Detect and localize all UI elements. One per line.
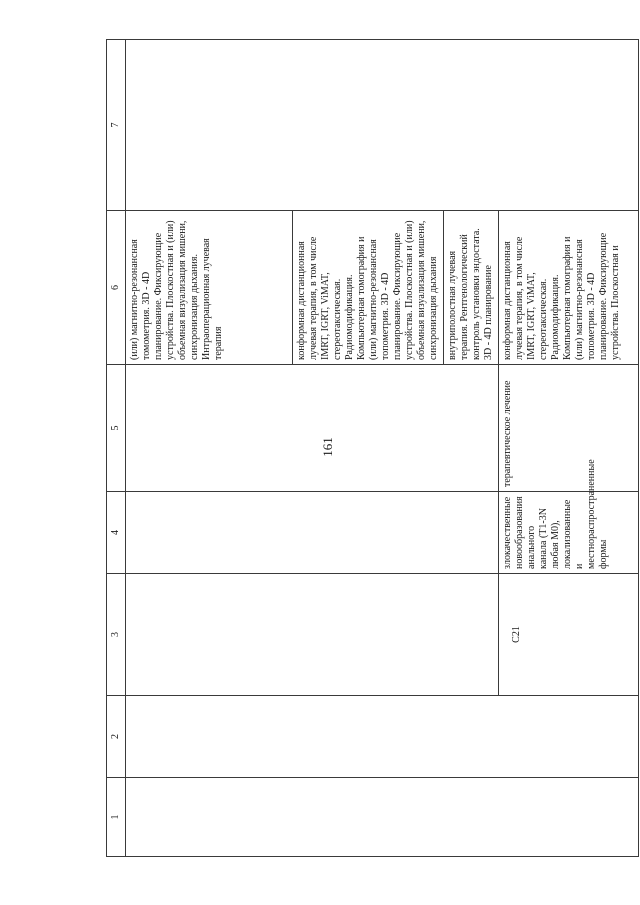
header-col-4: 4 bbox=[107, 492, 126, 574]
cell-col-6-method: (или) магнитно-резонансная томометрия. 3D - 4D планирование. Фиксирующие устройства. Плоскостная и (или) объемная визуализация мишени, синхронизация дыхания. Интраоперационная лучевая терапия bbox=[126, 211, 293, 365]
cell-col-6-method: конформная дистанционная лучевая терапия, в том числе IMRT, IGRT, ViMAT, стереотаксическая. Радиомодификация. Компьютерная томография и (или) магнитно-резонансная топометрия. 3D - 4D планирование. Фиксирующие устройства. Плоскостная и (или) объемная визуализация мишени, синхронизация дыхания bbox=[293, 211, 444, 365]
cell-col-6-method: внутриполостная лучевая терапия. Рентгенологический контроль установки эндостата. 3D - 4D планирование bbox=[444, 211, 499, 365]
header-col-7: 7 bbox=[107, 40, 126, 211]
cell-col-3 bbox=[126, 574, 499, 696]
cell-col-7 bbox=[126, 40, 639, 211]
table-row bbox=[126, 40, 293, 857]
cell-col-4 bbox=[126, 492, 499, 574]
header-col-3: 3 bbox=[107, 574, 126, 696]
cell-icd-code: С21 bbox=[499, 574, 639, 696]
cell-col-1 bbox=[126, 778, 639, 857]
table-row-number-strip bbox=[56, 40, 106, 857]
table-header-row bbox=[107, 40, 126, 857]
treatment-table bbox=[106, 39, 639, 857]
header-col-1: 1 bbox=[107, 778, 126, 857]
cell-col-5 bbox=[126, 365, 499, 492]
page-number: 161 bbox=[320, 437, 335, 457]
header-col-2: 2 bbox=[107, 696, 126, 778]
cell-diagnosis: злокачественные новообразования анального канала (T1-3N любая M0), локализованные и местнораспространенные формы bbox=[499, 492, 639, 574]
rotated-table-container bbox=[106, 40, 639, 857]
cell-treatment-type: терапевтическое лечение bbox=[499, 365, 639, 492]
cell-col-6-method: конформная дистанционная лучевая терапия, в том числе IMRT, IGRT, ViMAT, стереотаксическая. Радиомодификация. Компьютерная томография и (или) магнитно-резонансная топометрия. 3D - 4D планирование. Фиксирующие устройства. Плоскостная и bbox=[499, 211, 639, 365]
cell-col-2 bbox=[126, 696, 639, 778]
header-col-5: 5 bbox=[107, 365, 126, 492]
header-col-6: 6 bbox=[107, 211, 126, 365]
